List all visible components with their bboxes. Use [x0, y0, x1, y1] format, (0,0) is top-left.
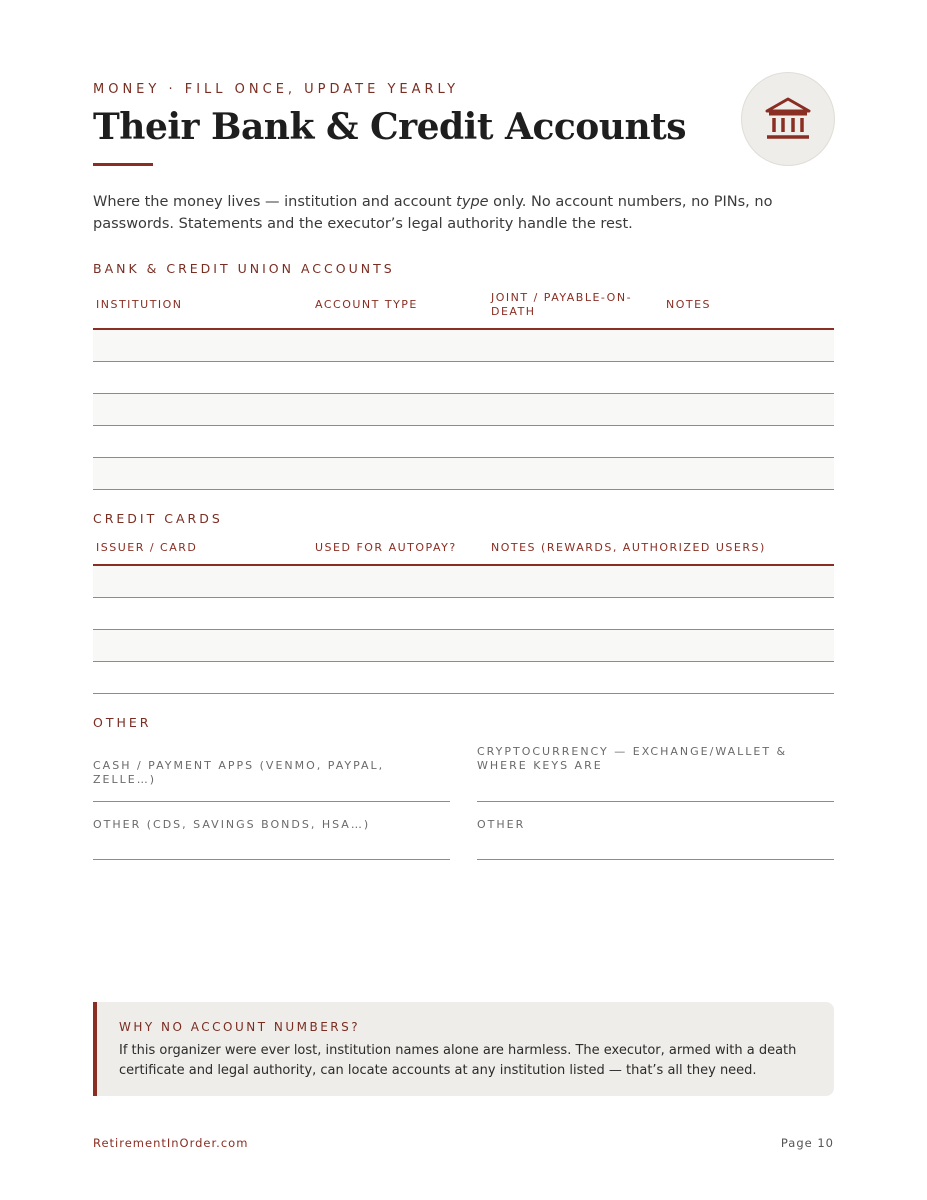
title-underline: [93, 163, 153, 166]
intro-text: [93, 191, 834, 235]
bank-section-heading: BANK & CREDIT UNION ACCOUNTS: [93, 261, 395, 276]
col-card-notes: NOTES (REWARDS, AUTHORIZED USERS): [491, 541, 766, 554]
field-line-other[interactable]: [477, 859, 834, 860]
bank-row[interactable]: [93, 394, 834, 426]
credit-row[interactable]: [93, 662, 834, 694]
footer-page-number: Page 10: [780, 1136, 834, 1150]
intro-type-word: type: [456, 194, 489, 210]
bank-badge: [741, 72, 835, 166]
field-line-other-savings[interactable]: [93, 859, 450, 860]
field-label-other-savings: OTHER (CDS, SAVINGS BONDS, HSA…): [93, 818, 371, 831]
callout-heading: WHY NO ACCOUNT NUMBERS?: [119, 1020, 361, 1034]
bank-row[interactable]: [93, 362, 834, 394]
page-title: Their Bank & Credit Accounts: [93, 106, 687, 148]
callout-body: If this organizer were ever lost, institution names alone are harmless. The executor, armed with a death certificate and legal authority, can locate accounts at any institution listed — that’s all they need.: [119, 1043, 797, 1078]
intro-part-1: Where the money lives — institution and account: [93, 194, 457, 210]
eyebrow: MONEY · FILL ONCE, UPDATE YEARLY: [93, 82, 460, 97]
credit-row[interactable]: [93, 598, 834, 630]
col-autopay: USED FOR AUTOPAY?: [315, 541, 457, 554]
credit-row[interactable]: [93, 630, 834, 662]
col-institution: INSTITUTION: [96, 298, 183, 311]
page: [93, 0, 834, 1200]
credit-section-heading: CREDIT CARDS: [93, 511, 223, 526]
field-label-cash-apps: CASH / PAYMENT APPS (VENMO, PAYPAL, ZELLE…): [93, 759, 385, 786]
col-joint-pod: JOINT / PAYABLE-ON-DEATH: [491, 291, 633, 318]
col-account-type: ACCOUNT TYPE: [315, 298, 418, 311]
col-issuer-card: ISSUER / CARD: [96, 541, 198, 554]
col-notes: NOTES: [666, 298, 712, 311]
field-label-crypto: CRYPTOCURRENCY — EXCHANGE/WALLET & WHERE KEYS ARE: [477, 745, 788, 772]
field-line-cash-apps[interactable]: [93, 801, 450, 802]
bank-row[interactable]: [93, 330, 834, 362]
bank-row[interactable]: [93, 426, 834, 458]
bank-row[interactable]: [93, 458, 834, 490]
footer-site: RetirementInOrder.com: [93, 1136, 249, 1150]
callout-box: [93, 1002, 834, 1096]
field-label-other: OTHER: [477, 818, 526, 831]
other-section-heading: OTHER: [93, 715, 152, 730]
field-line-crypto[interactable]: [477, 801, 834, 802]
credit-row[interactable]: [93, 566, 834, 598]
intro-part-2: only. No account numbers, no PINs, no passwords. Statements and the executor’s legal authority handle the rest.: [93, 194, 773, 232]
bank-icon: [764, 97, 812, 141]
